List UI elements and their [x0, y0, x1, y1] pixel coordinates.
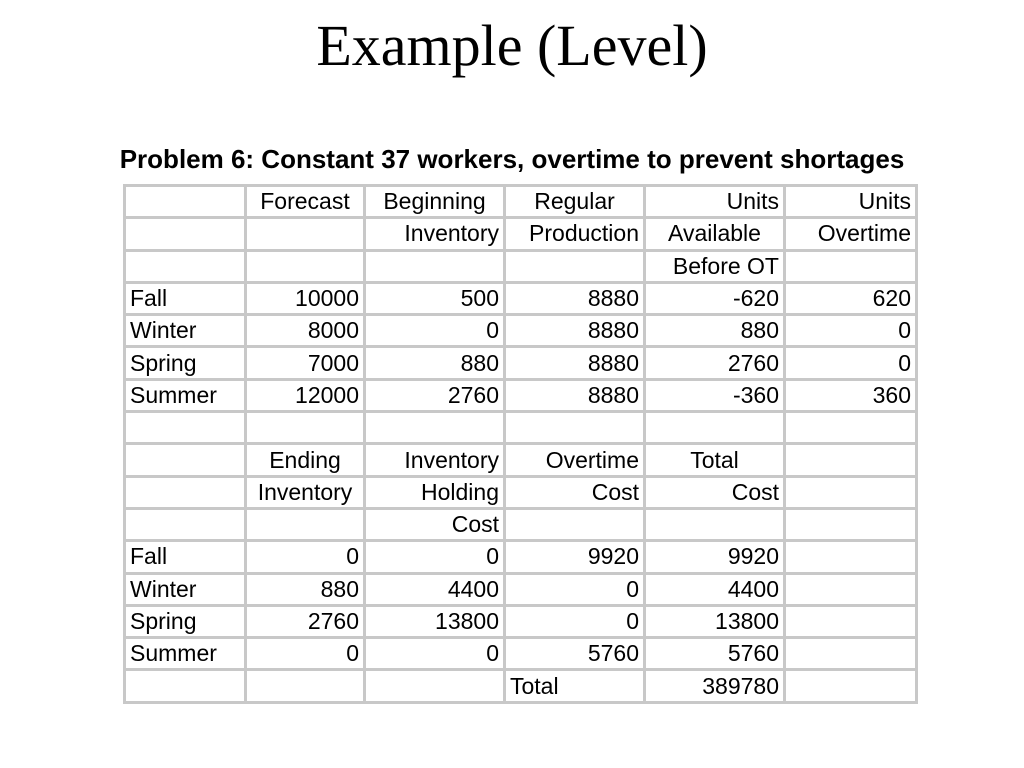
cell: [125, 218, 246, 250]
cell: 0: [505, 605, 645, 637]
cell: [125, 444, 246, 476]
cell: [125, 250, 246, 282]
cell: 880: [246, 573, 365, 605]
cell: 0: [246, 541, 365, 573]
cell: [505, 412, 645, 444]
row-label: Fall: [125, 541, 246, 573]
cell: 4400: [365, 573, 505, 605]
cell: 5760: [645, 638, 785, 670]
header-row: [125, 218, 917, 250]
header-row: [125, 476, 917, 508]
cell: 0: [785, 315, 917, 347]
header-row: [125, 444, 917, 476]
cell: [365, 250, 505, 282]
cell: 13800: [645, 605, 785, 637]
cell: [785, 638, 917, 670]
cell: [365, 670, 505, 702]
total-label: Total: [505, 670, 645, 702]
table-row: [125, 282, 917, 314]
header-cell-ending: Ending: [246, 444, 365, 476]
cell: 360: [785, 379, 917, 411]
header-cell-overtime: Overtime: [785, 218, 917, 250]
cell: [125, 476, 246, 508]
cell: 2760: [246, 605, 365, 637]
header-cell-units-overtime: Units: [785, 186, 917, 218]
cell: 8880: [505, 379, 645, 411]
header-cell-cost: Cost: [365, 508, 505, 540]
cell: [125, 186, 246, 218]
cell: 8880: [505, 282, 645, 314]
cell: [785, 541, 917, 573]
row-label: Spring: [125, 347, 246, 379]
cell: 10000: [246, 282, 365, 314]
grand-total-value: 389780: [645, 670, 785, 702]
cell: [505, 508, 645, 540]
table-row: [125, 541, 917, 573]
cell: [785, 412, 917, 444]
cell: 0: [365, 541, 505, 573]
header-cell-cost: Cost: [645, 476, 785, 508]
cell: 4400: [645, 573, 785, 605]
header-cell-inventory: Inventory: [246, 476, 365, 508]
cell: 880: [645, 315, 785, 347]
cell: -360: [645, 379, 785, 411]
row-label: Spring: [125, 605, 246, 637]
header-cell-overtime: Overtime: [505, 444, 645, 476]
cell: 0: [365, 638, 505, 670]
cell: [645, 508, 785, 540]
spacer-row: [125, 412, 917, 444]
cell: 5760: [505, 638, 645, 670]
header-cell-total: Total: [645, 444, 785, 476]
cell: [785, 444, 917, 476]
row-label: Winter: [125, 315, 246, 347]
cell: 0: [785, 347, 917, 379]
cell: [645, 412, 785, 444]
slide-title: Example (Level): [316, 13, 708, 78]
total-row: [125, 670, 917, 702]
header-cell-inventory: Inventory: [365, 444, 505, 476]
cell: [125, 670, 246, 702]
cell: [246, 412, 365, 444]
header-row: [125, 508, 917, 540]
cell: 9920: [505, 541, 645, 573]
cell: [505, 250, 645, 282]
cell: [125, 508, 246, 540]
header-cell-before-ot: Before OT: [645, 250, 785, 282]
cell: 9920: [645, 541, 785, 573]
cell: [785, 605, 917, 637]
header-cell-cost: Cost: [505, 476, 645, 508]
cell: 8000: [246, 315, 365, 347]
cell: [785, 250, 917, 282]
table-row: [125, 315, 917, 347]
cell: [365, 412, 505, 444]
header-cell-forecast: Forecast: [246, 186, 365, 218]
cell: [125, 412, 246, 444]
slide-subtitle: Problem 6: Constant 37 workers, overtime to prevent shortages: [119, 144, 905, 174]
cell: 500: [365, 282, 505, 314]
header-cell-holding: Holding: [365, 476, 505, 508]
cell: [246, 670, 365, 702]
cell: [785, 670, 917, 702]
cell: 8880: [505, 315, 645, 347]
cell: 0: [365, 315, 505, 347]
cell: 7000: [246, 347, 365, 379]
header-cell-inventory: Inventory: [365, 218, 505, 250]
table-row: [125, 573, 917, 605]
cell: 12000: [246, 379, 365, 411]
row-label: Summer: [125, 638, 246, 670]
cell: [246, 218, 365, 250]
cell: 13800: [365, 605, 505, 637]
header-row: [125, 186, 917, 218]
cell: -620: [645, 282, 785, 314]
header-cell-regular: Regular: [505, 186, 645, 218]
cell: 2760: [365, 379, 505, 411]
table-row: [125, 605, 917, 637]
header-cell-production: Production: [505, 218, 645, 250]
cell: [246, 508, 365, 540]
table-row: [125, 638, 917, 670]
cell: 0: [246, 638, 365, 670]
table-row: [125, 347, 917, 379]
cell: [785, 508, 917, 540]
cell: 8880: [505, 347, 645, 379]
row-label: Fall: [125, 282, 246, 314]
cell: 620: [785, 282, 917, 314]
spreadsheet-table: [123, 184, 918, 704]
header-cell-units-available: Units: [645, 186, 785, 218]
cell: [785, 573, 917, 605]
cell: 0: [505, 573, 645, 605]
cell: [246, 250, 365, 282]
table-row: [125, 379, 917, 411]
header-row: [125, 250, 917, 282]
header-cell-beginning: Beginning: [365, 186, 505, 218]
header-cell-available: Available: [645, 218, 785, 250]
cell: 880: [365, 347, 505, 379]
row-label: Winter: [125, 573, 246, 605]
cell: 2760: [645, 347, 785, 379]
cell: [785, 476, 917, 508]
row-label: Summer: [125, 379, 246, 411]
